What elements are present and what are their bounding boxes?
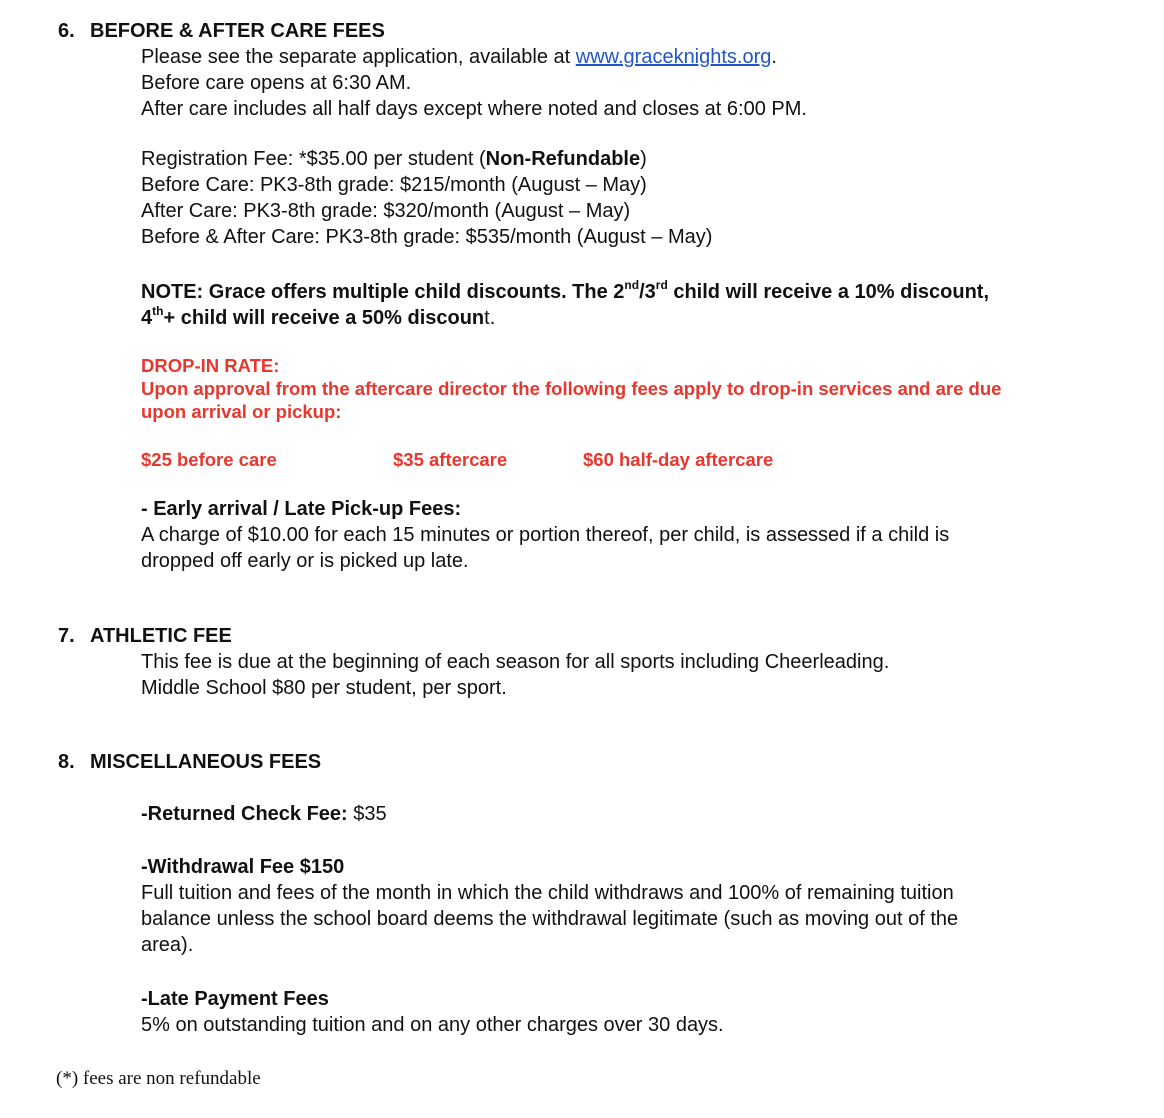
drop-in-rate-aftercare: $35 aftercare — [393, 449, 508, 470]
drop-in-line-2: upon arrival or pickup: — [141, 401, 342, 422]
registration-fee — [141, 146, 647, 172]
note-part-c: child will receive a 10% discount, — [667, 281, 990, 303]
website-link[interactable]: www.graceknights.org — [575, 46, 772, 68]
application-line — [141, 44, 777, 70]
athletic-line-2: Middle School $80 per student, per sport. — [141, 677, 507, 699]
returned-check-label: -Returned Check Fee: — [141, 803, 348, 825]
registration-suffix: ) — [640, 148, 647, 170]
note-part-d: 4 — [141, 307, 153, 329]
drop-in-rate-half-day: $60 half-day aftercare — [583, 449, 774, 470]
withdrawal-line-3: area). — [141, 934, 194, 956]
discount-note-line-1 — [141, 279, 989, 305]
drop-in-title: DROP-IN RATE: — [141, 355, 280, 376]
withdrawal-line-1: Full tuition and fees of the month in which the child withdraws and 100% of remaining tuition — [141, 882, 954, 904]
athletic-line-1: This fee is due at the beginning of each season for all sports including Cheerleading. — [141, 651, 890, 673]
early-late-title: - Early arrival / Late Pick-up Fees: — [141, 498, 462, 520]
late-payment-title: -Late Payment Fees — [141, 988, 329, 1010]
section-8-title: MISCELLANEOUS FEES — [90, 751, 322, 773]
withdrawal-title: -Withdrawal Fee $150 — [141, 856, 345, 878]
fee-after-care: After Care: PK3-8th grade: $320/month (August – May) — [141, 200, 631, 222]
footnote: (*) fees are non refundable — [56, 1068, 261, 1089]
note-part-f: t. — [484, 307, 496, 329]
section-8-number: 8. — [58, 751, 75, 773]
application-prefix: Please see the separate application, available at — [141, 46, 576, 68]
section-7-heading — [58, 623, 232, 649]
withdrawal-line-2: balance unless the school board deems the withdrawal legitimate (such as moving out of the — [141, 908, 959, 930]
section-6-number: 6. — [58, 20, 75, 42]
section-7-title: ATHLETIC FEE — [90, 625, 232, 647]
fee-before-after-care: Before & After Care: PK3-8th grade: $535/month (August – May) — [141, 226, 713, 248]
application-suffix: . — [771, 46, 777, 68]
section-6-title: BEFORE & AFTER CARE FEES — [90, 20, 385, 42]
late-payment-line: 5% on outstanding tuition and on any other charges over 30 days. — [141, 1014, 724, 1036]
section-6-heading — [58, 18, 385, 44]
returned-check-value: $35 — [347, 803, 387, 825]
note-part-a: NOTE: Grace offers multiple child discounts. The 2 — [141, 281, 625, 303]
fee-before-care: Before Care: PK3-8th grade: $215/month (August – May) — [141, 174, 647, 196]
registration-prefix: Registration Fee: *$35.00 per student ( — [141, 148, 486, 170]
early-late-line-2: dropped off early or is picked up late. — [141, 550, 469, 572]
note-part-b: /3 — [639, 281, 656, 303]
after-care-note: After care includes all half days except where noted and closes at 6:00 PM. — [141, 98, 807, 120]
drop-in-rate-before-care: $25 before care — [141, 449, 277, 470]
non-refundable-label: Non-Refundable — [485, 148, 641, 170]
note-part-e: + child will receive a 50% discoun — [163, 307, 485, 329]
section-8-heading — [58, 749, 321, 775]
early-late-line-1: A charge of $10.00 for each 15 minutes or portion thereof, per child, is assessed if a child is — [141, 524, 950, 546]
discount-note-line-2 — [141, 305, 495, 331]
note-sup-nd: nd — [624, 278, 640, 293]
before-care-opens: Before care opens at 6:30 AM. — [141, 72, 412, 94]
note-sup-th: th — [152, 304, 164, 319]
drop-in-line-1: Upon approval from the aftercare director the following fees apply to drop-in services and are due — [141, 378, 1002, 399]
note-sup-rd: rd — [655, 278, 668, 293]
section-7-number: 7. — [58, 625, 75, 647]
returned-check-fee — [141, 801, 387, 827]
